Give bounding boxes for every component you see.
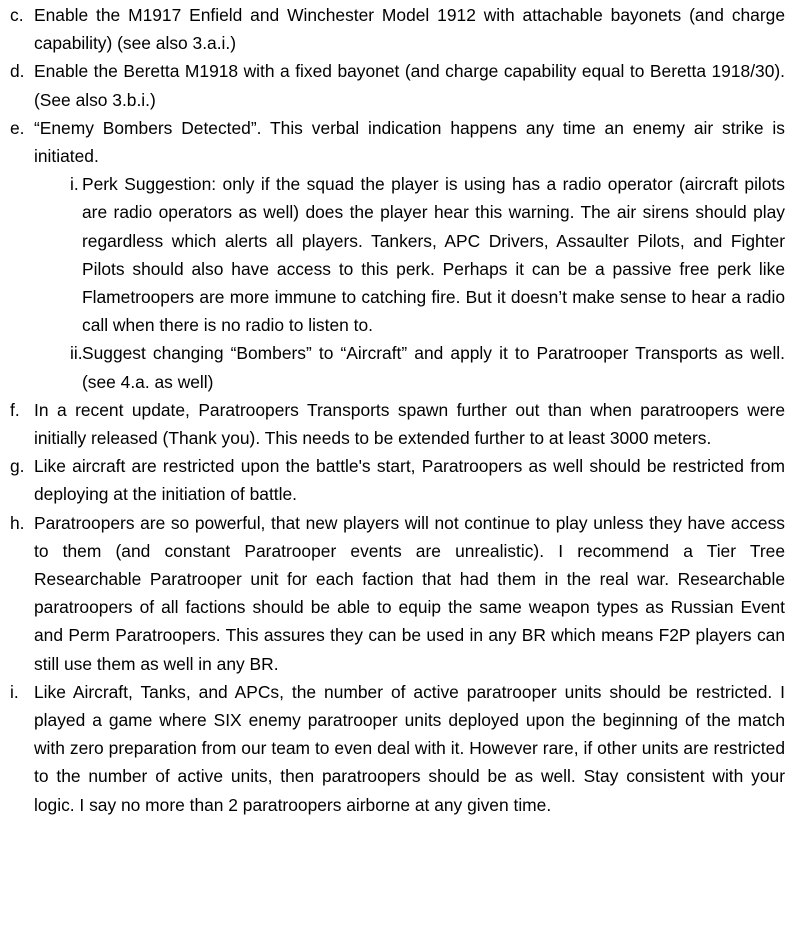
list-marker: c. — [10, 5, 24, 25]
list-item-text: In a recent update, Paratroopers Transports spawn further out than when paratroopers were initially released (Thank you). This needs to be extended further to at least 3000 meters. — [34, 399, 785, 449]
sub-list-item-i — [0, 170, 795, 339]
list-item-c — [0, 1, 795, 57]
list-item-d — [0, 57, 795, 113]
list-item-text: Suggest changing “Bombers” to “Aircraft” and apply it to Paratrooper Transports as well. (see 4.a. as well) — [82, 343, 785, 392]
list-marker: i. — [70, 174, 79, 195]
list-item-e — [0, 114, 795, 170]
list-marker: e. — [10, 117, 25, 138]
sub-list-item-ii — [0, 339, 795, 395]
document-body — [0, 1, 795, 819]
list-item-text: Enable the M1917 Enfield and Winchester Model 1912 with attachable bayonets (and charge capability) (see also 3.a.i.) — [34, 5, 785, 54]
list-item-i — [0, 678, 795, 819]
list-item-f — [0, 396, 795, 452]
list-marker: f. — [10, 399, 20, 420]
list-item-text: Paratroopers are so powerful, that new players will not continue to play unless they have access to them (and constant Paratrooper events are unrealistic). I recommend a Tier Tree Researchable Paratrooper unit for each faction that had them in the real war. Researchable paratroopers of all factions should be able to equip the same weapon types as Russian Event and Perm Paratroopers. This assures they can be used in any BR which means F2P players can still use them as well in any BR. — [34, 512, 785, 674]
list-marker: i. — [10, 681, 19, 702]
list-item-h — [0, 509, 795, 678]
list-marker: h. — [10, 512, 25, 533]
list-marker: ii. — [70, 343, 83, 364]
list-item-text: “Enemy Bombers Detected”. This verbal indication happens any time an enemy air strike is initiated. — [34, 117, 785, 167]
list-marker: d. — [10, 61, 25, 82]
list-item-text: Like Aircraft, Tanks, and APCs, the number of active paratrooper units should be restricted. I played a game where SIX enemy paratrooper units deployed upon the beginning of the match with zero preparation from our team to even deal with it. However rare, if other units are restricted to the number of active units, then paratroopers should be as well. Stay consistent with your logic. I say no more than 2 paratroopers airborne at any given time. — [34, 681, 785, 815]
list-item-text: Like aircraft are restricted upon the battle's start, Paratroopers as well should be restricted from deploying at the initiation of battle. — [34, 456, 785, 505]
list-item-text: Perk Suggestion: only if the squad the player is using has a radio operator (aircraft pilots are radio operators as well) does the player hear this warning. The air sirens should play regardless which alerts all players. Tankers, APC Drivers, Assaulter Pilots, and Fighter Pilots should also have access to this perk. Perhaps it can be a passive free perk like Flametroopers are more immune to catching fire. But it doesn’t make sense to hear a radio call when there is no radio to listen to. — [82, 174, 785, 336]
list-item-g — [0, 452, 795, 508]
list-marker: g. — [10, 456, 25, 477]
list-item-text: Enable the Beretta M1918 with a fixed bayonet (and charge capability equal to Beretta 1918/30). (See also 3.b.i.) — [34, 61, 785, 110]
